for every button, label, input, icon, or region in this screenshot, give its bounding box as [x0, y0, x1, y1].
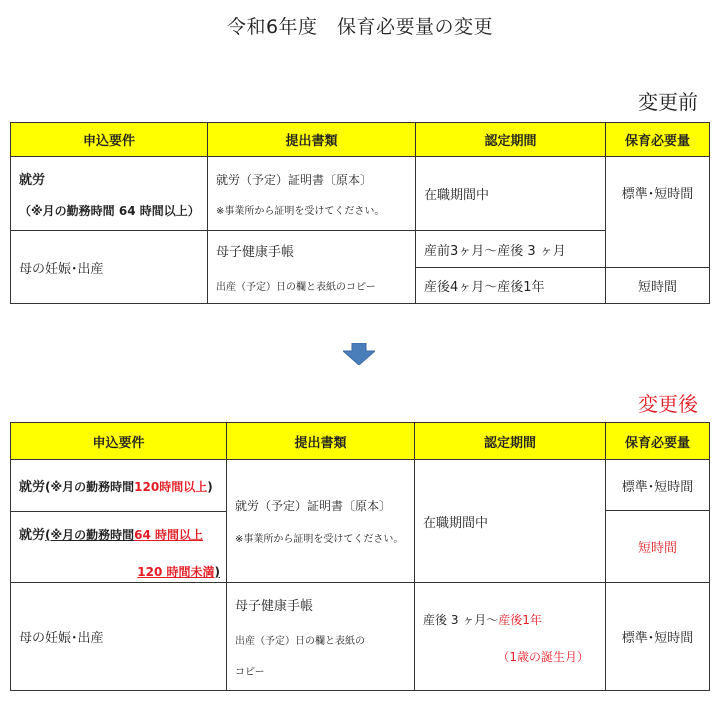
page-title: 令和6年度 保育必要量の変更 [226, 16, 494, 38]
after-preg-documents [227, 583, 415, 691]
header-period: 認定期間 [415, 423, 606, 460]
after-work1-paren-close: ) [207, 479, 213, 494]
after-work1-label: 就労 [19, 479, 46, 495]
after-work2-paren-open: (※月の勤務時間 [45, 527, 135, 542]
header-amount: 保育必要量 [606, 123, 710, 157]
after-work2-amount: 短時間 [606, 511, 710, 583]
before-preg-amount-2: 短時間 [606, 268, 710, 304]
after-work-docs-note: ※事業所から証明を受けてください。 [235, 534, 404, 545]
after-preg-period-red: 産後1年 [498, 612, 542, 627]
after-preg-period-note: （1歳の誕生月） [497, 649, 589, 664]
after-work-docs: 就労（予定）証明書〔原本〕 [235, 499, 392, 513]
after-preg-period [415, 583, 606, 691]
header-documents: 提出書類 [208, 123, 416, 157]
after-work-period: 在職期間中 [415, 460, 606, 583]
before-work-amount-text: 標準･短時間 [621, 186, 694, 202]
after-work2-hours-upper: 120 時間未満 [137, 564, 215, 579]
before-work-docs-note: ※事業所から証明を受けてください。 [216, 205, 385, 217]
before-preg-docs-note: 出産（予定）日の欄と表紙のコピー [216, 282, 376, 293]
after-work1-requirement [11, 460, 227, 511]
before-label: 変更前 [638, 90, 698, 114]
header-amount: 保育必要量 [606, 423, 710, 460]
after-preg-amount: 標準･短時間 [606, 583, 710, 691]
after-preg-docs: 母子健康手帳 [235, 599, 314, 614]
before-work-requirement [11, 157, 208, 231]
before-work-period: 在職期間中 [416, 157, 606, 231]
before-preg-period-1: 産前3ヶ月～産後 3 ヶ月 [416, 231, 606, 268]
header-requirement: 申込要件 [11, 123, 208, 157]
header-documents: 提出書類 [227, 423, 415, 460]
before-preg-docs: 母子健康手帳 [216, 245, 295, 260]
after-preg-docs-note-1: 出産（予定）日の欄と表紙の [235, 636, 365, 647]
header-period: 認定期間 [416, 123, 606, 157]
before-work-label: 就労 [19, 172, 46, 188]
after-preg-requirement: 母の妊娠･出産 [11, 583, 227, 691]
after-work1-paren-open: (※月の勤務時間 [45, 479, 135, 494]
before-preg-requirement: 母の妊娠･出産 [11, 231, 208, 304]
before-preg-period-2: 産後4ヶ月～産後1年 [416, 268, 606, 304]
after-preg-docs-note-2: コピー [235, 667, 265, 678]
after-table [10, 422, 710, 691]
after-work1-hours: 120時間以上 [134, 479, 208, 494]
after-work2-label: 就労 [19, 527, 46, 543]
before-table [10, 122, 710, 304]
before-work-documents [208, 157, 416, 231]
before-work-hours: （※月の勤務時間 64 時間以上） [19, 203, 200, 218]
before-work-docs: 就労（予定）証明書〔原本〕 [216, 172, 373, 187]
after-work2-paren-close: ) [214, 564, 220, 579]
after-label: 変更後 [638, 392, 698, 416]
after-work1-amount: 標準･短時間 [606, 460, 710, 511]
after-preg-period-prefix: 産後 3 ヶ月～ [423, 612, 499, 627]
before-preg-documents [208, 231, 416, 304]
after-work2-requirement [11, 511, 227, 583]
down-arrow-icon [343, 343, 375, 365]
after-work-documents [227, 460, 415, 583]
header-requirement: 申込要件 [11, 423, 227, 460]
after-work2-hours: 64 時間以上 [134, 527, 204, 542]
before-work-amount [606, 157, 710, 268]
